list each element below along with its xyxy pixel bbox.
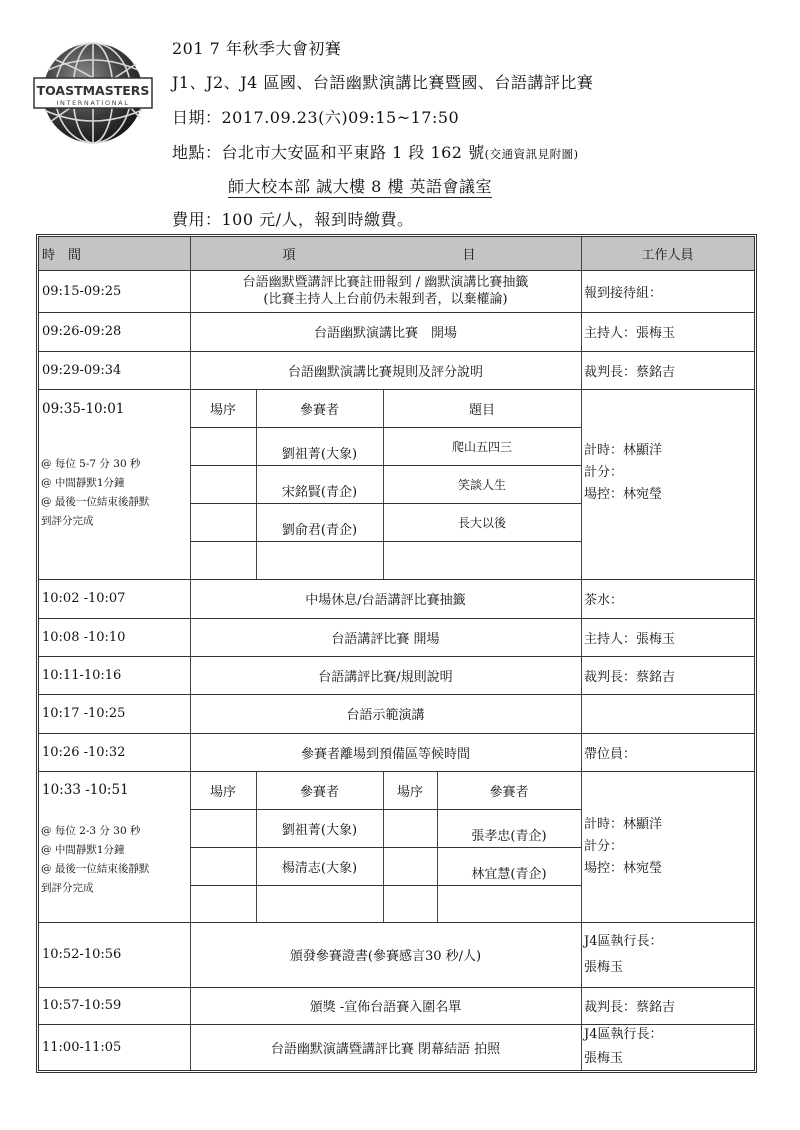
divider xyxy=(39,1024,754,1025)
block1-order xyxy=(190,427,256,465)
row-staff-line: J4區執行長： xyxy=(584,1027,663,1042)
divider xyxy=(39,618,754,619)
divider xyxy=(39,579,754,580)
block1-time: 09:35-10:01 xyxy=(42,401,125,417)
row-item: 台語示範演講 xyxy=(346,708,425,723)
row-staff xyxy=(581,694,754,733)
divider xyxy=(39,771,754,772)
block2-contestant1: 楊清志(大象) xyxy=(281,860,358,876)
row-item-line2: (比賽主持人上台前仍未報到者，以棄權論) xyxy=(263,292,508,307)
block2-header-contestant2: 參賽者 xyxy=(489,784,529,800)
event-location xyxy=(172,140,579,163)
row-staff xyxy=(584,1024,754,1070)
divider xyxy=(190,541,581,542)
block1-header-contestant: 參賽者 xyxy=(299,402,339,418)
block1-staff-control: 場控：林宛瑩 xyxy=(584,487,663,502)
divider xyxy=(39,987,754,988)
event-subtitle: J1、J2、J4 區國、台語幽默演講比賽暨國、台語講評比賽 xyxy=(172,73,594,92)
block2-note: 到評分完成 xyxy=(41,882,94,894)
row-item: 台語講評比賽 開場 xyxy=(331,631,440,647)
event-venue xyxy=(228,174,492,197)
block1-topic: 爬山五四三 xyxy=(451,439,512,454)
row-time: 10:26 -10:32 xyxy=(42,744,126,760)
row-time: 10:02 -10:07 xyxy=(42,591,126,606)
block2-staff xyxy=(584,771,754,922)
row-item: 台語幽默演講暨講評比賽 閉幕結語 拍照 xyxy=(270,1041,501,1057)
block2-note: @ 中間靜默1分鐘 xyxy=(41,844,125,856)
block2-header-order2: 場序 xyxy=(396,784,423,800)
block2-order1 xyxy=(190,809,256,847)
row-staff: 茶水： xyxy=(584,593,624,608)
row-item: 台語幽默演講比賽 開場 xyxy=(313,326,457,341)
block1-note: @ 最後一位結束後靜默 xyxy=(41,496,150,508)
col-header-item-left: 項 xyxy=(282,248,296,263)
divider xyxy=(39,270,754,271)
divider xyxy=(39,351,754,352)
row-staff: 報到接待組： xyxy=(584,285,663,301)
block2-contestant1: 劉祖菁(大象) xyxy=(281,822,358,838)
block1-contestant: 劉祖菁(大象) xyxy=(281,446,358,462)
block1-order xyxy=(190,465,256,503)
location-text: 地點：台北市大安區和平東路 1 段 162 號 xyxy=(172,143,485,162)
block2-order1 xyxy=(190,847,256,885)
divider xyxy=(39,733,754,734)
row-item: 中場休息/台語講評比賽抽籤 xyxy=(305,593,466,608)
block2-contestant2: 林宜慧(青企) xyxy=(471,866,547,882)
row-staff-line: J4區執行長： xyxy=(584,933,663,949)
block1-contestant: 劉俞君(青企) xyxy=(281,522,358,538)
block2-staff-scorer: 計分： xyxy=(584,838,624,854)
divider xyxy=(256,389,257,579)
col-header-item-right: 目 xyxy=(462,248,476,263)
row-staff: 主持人：張梅玉 xyxy=(584,326,676,341)
block1-note: 到評分完成 xyxy=(41,515,94,527)
block1-staff-timer: 計時：林顯洋 xyxy=(584,443,663,458)
row-time: 10:17 -10:25 xyxy=(42,706,126,721)
divider xyxy=(581,237,582,1070)
row-time: 11:00-11:05 xyxy=(42,1039,122,1055)
location-note: (交通資訊見附圖) xyxy=(484,147,579,161)
row-staff-line: 張梅玉 xyxy=(584,1051,624,1066)
block1-topic: 長大以後 xyxy=(457,515,506,530)
divider xyxy=(190,465,581,466)
row-time: 10:52-10:56 xyxy=(42,947,122,962)
block2-staff-control: 場控：林宛瑩 xyxy=(584,860,663,876)
row-staff: 主持人：張梅玉 xyxy=(584,631,676,647)
event-date: 日期：2017.09.23(六)09:15~17:50 xyxy=(172,108,460,127)
block2-header-order1: 場序 xyxy=(209,784,236,800)
block1-staff xyxy=(584,389,754,579)
block2-time: 10:33 -10:51 xyxy=(42,782,129,798)
venue-text: 師大校本部 誠大樓 8 樓 英語會議室 xyxy=(228,177,493,196)
row-time: 09:26-09:28 xyxy=(42,324,122,339)
block2-header-contestant1: 參賽者 xyxy=(299,784,339,800)
row-staff: 裁判長：蔡銘吉 xyxy=(584,669,676,685)
divider xyxy=(190,427,581,428)
block1-topic: 笑談人生 xyxy=(457,477,506,492)
divider xyxy=(39,312,754,313)
row-item: 頒發參賽證書(參賽感言30 秒/人) xyxy=(289,949,482,964)
block1-notes xyxy=(41,455,191,555)
row-time: 09:15-09:25 xyxy=(42,283,122,299)
schedule-table xyxy=(36,234,757,1073)
block2-order2 xyxy=(383,847,437,885)
divider xyxy=(190,847,581,848)
event-title: 201 7 年秋季大會初賽 xyxy=(172,39,342,58)
row-staff: 裁判長：蔡銘吉 xyxy=(584,364,676,380)
divider xyxy=(190,885,581,886)
row-item: 台語講評比賽/規則說明 xyxy=(318,669,453,685)
block1-note: @ 中間靜默1分鐘 xyxy=(41,477,125,489)
divider xyxy=(39,922,754,923)
event-fee: 費用：100 元/人，報到時繳費。 xyxy=(172,210,414,229)
row-item xyxy=(190,270,581,312)
block2-note: @ 每位 2-3 分 30 秒 xyxy=(41,825,141,837)
row-time: 09:29-09:34 xyxy=(42,362,122,378)
logo-text-line1: TOASTMASTERS xyxy=(36,83,150,98)
divider xyxy=(190,237,191,1070)
divider xyxy=(39,656,754,657)
divider xyxy=(39,389,754,390)
block1-note: @ 每位 5-7 分 30 秒 xyxy=(41,458,141,470)
divider xyxy=(383,389,384,579)
row-time: 10:11-10:16 xyxy=(42,667,122,683)
divider xyxy=(39,694,754,695)
logo-text-line2: INTERNATIONAL xyxy=(56,99,130,107)
block1-contestant: 宋銘賢(青企) xyxy=(281,484,358,500)
block1-staff-scorer: 計分： xyxy=(584,465,624,480)
row-staff: 帶位員： xyxy=(584,746,637,762)
block2-note: @ 最後一位結束後靜默 xyxy=(41,863,150,875)
row-item: 參賽者離場到預備區等候時間 xyxy=(300,746,470,762)
row-item-line1: 台語幽默暨講評比賽註冊報到 / 幽默演講比賽抽籤 xyxy=(242,275,529,290)
toastmasters-logo xyxy=(28,40,158,146)
block1-order xyxy=(190,503,256,541)
block1-header-order: 場序 xyxy=(209,402,236,418)
block2-order2 xyxy=(383,809,437,847)
row-item: 台語幽默演講比賽規則及評分說明 xyxy=(287,364,483,380)
divider xyxy=(190,503,581,504)
row-staff xyxy=(584,922,754,987)
block2-notes xyxy=(41,822,191,912)
row-time: 10:08 -10:10 xyxy=(42,629,126,645)
block2-contestant2: 張孝忠(青企) xyxy=(471,828,547,844)
divider xyxy=(190,809,581,810)
row-time: 10:57-10:59 xyxy=(42,998,122,1013)
row-staff-line: 張梅玉 xyxy=(584,959,624,975)
block1-header-topic: 題目 xyxy=(468,402,495,418)
block2-staff-timer: 計時：林顯洋 xyxy=(584,816,663,832)
row-staff: 裁判長：蔡銘吉 xyxy=(584,1000,676,1015)
col-header-staff: 工作人員 xyxy=(641,248,694,263)
col-header-time: 時 間 xyxy=(42,248,82,263)
row-item: 頒獎 -宣佈台語賽入圍名單 xyxy=(309,1000,462,1015)
